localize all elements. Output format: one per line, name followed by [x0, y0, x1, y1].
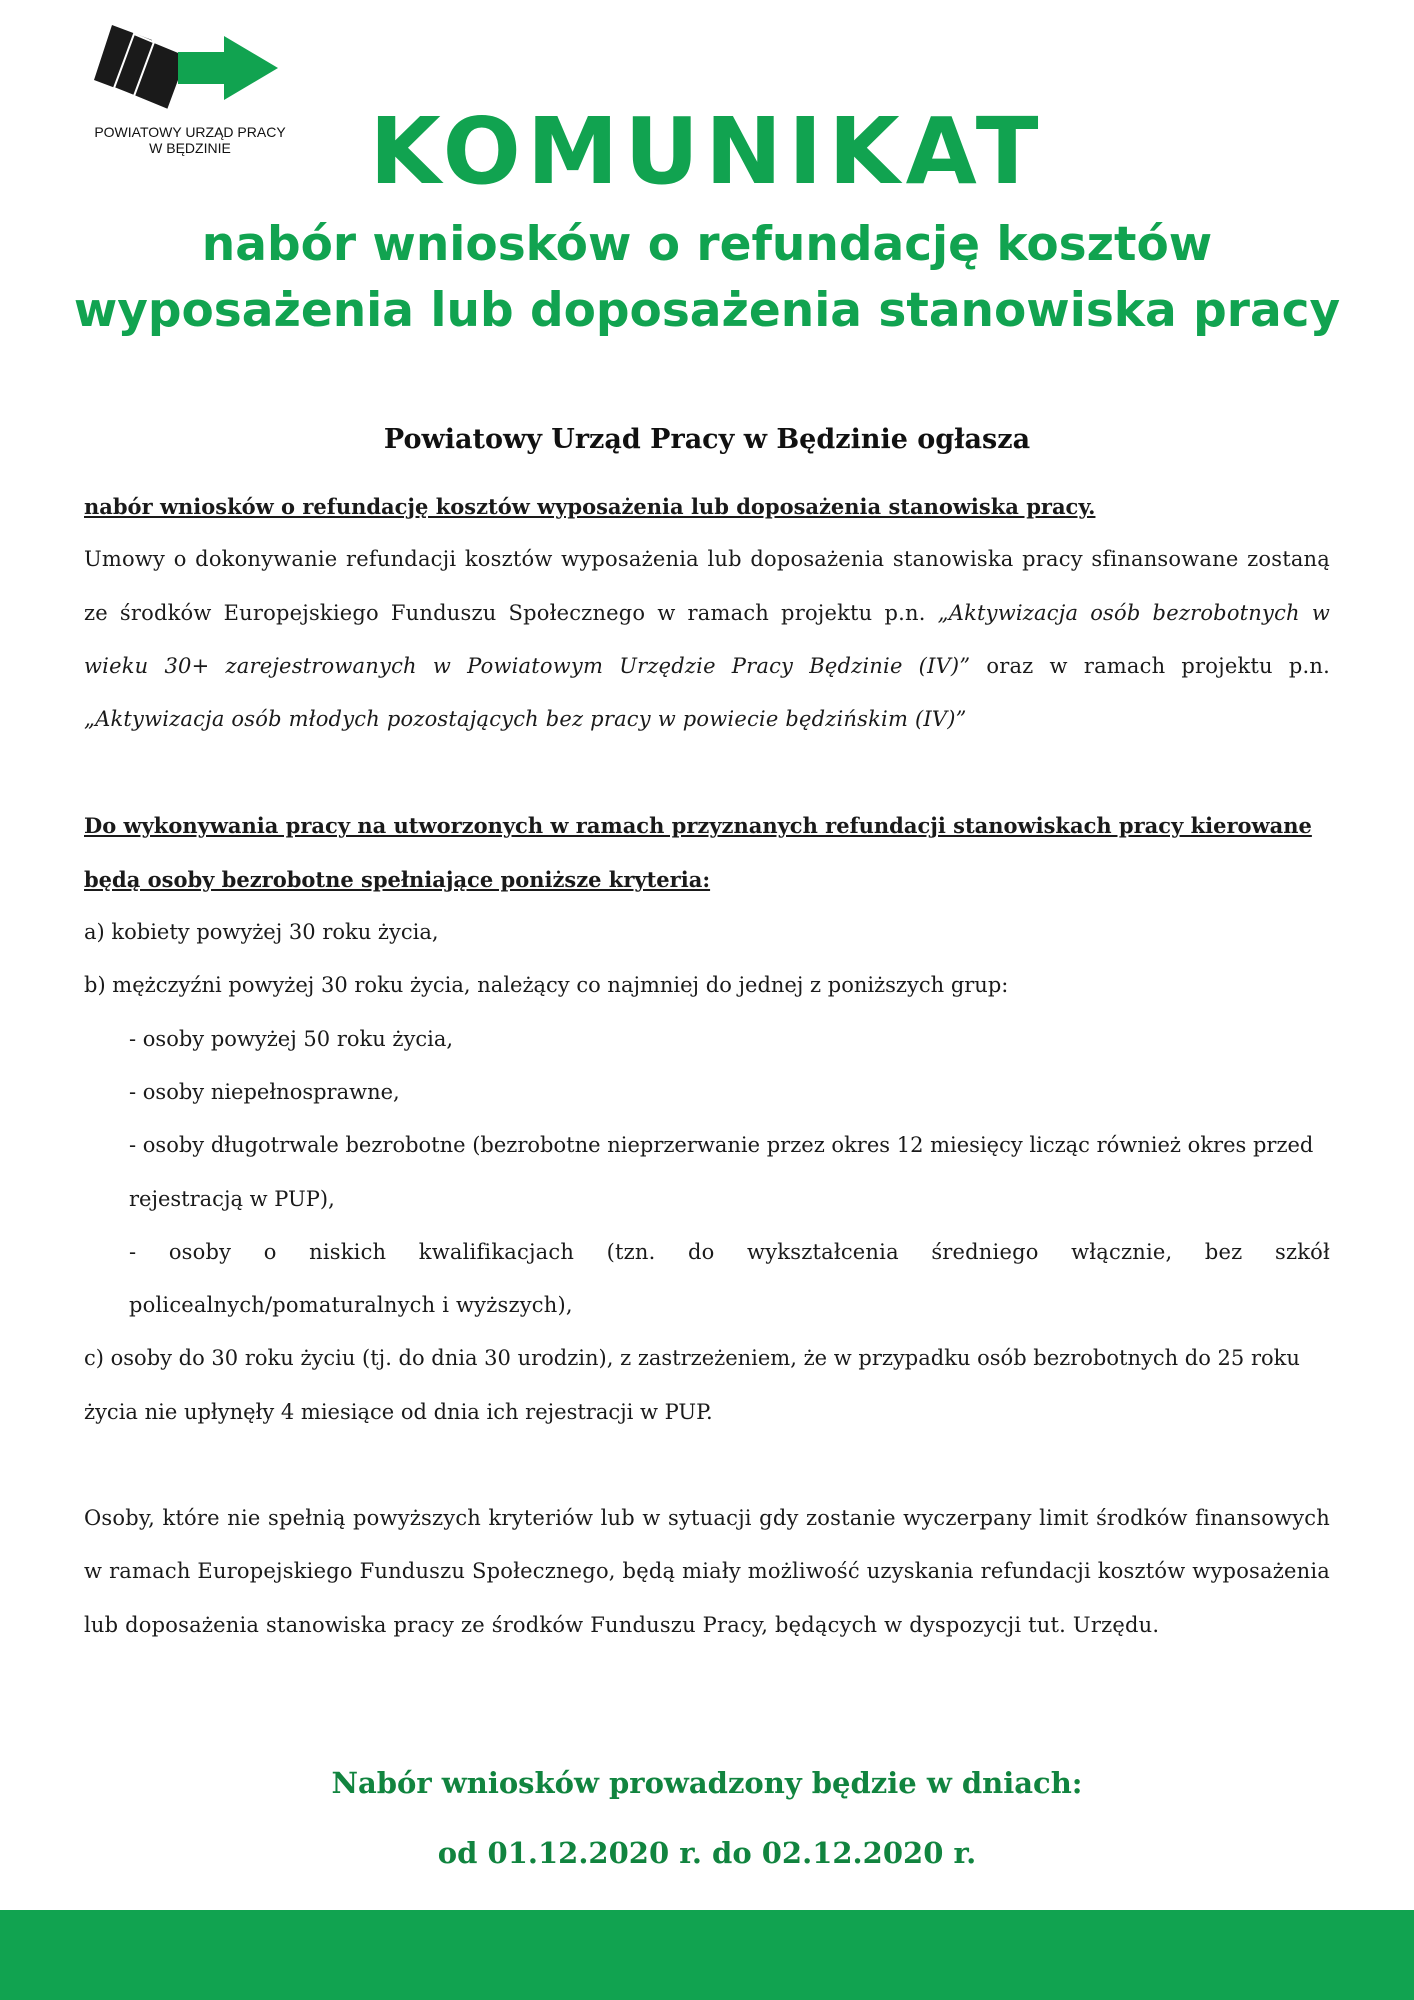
closing-paragraph: Osoby, które nie spełnią powyższych kryteriów lub w sytuacji gdy zostanie wyczerpany limit środków finansowych w ramach Europejskiego Funduszu Społecznego, będą miały możliwość uzyskania refundacji kosztów wyposażenia lub doposażenia stanowiska pracy ze środków Funduszu Pracy, będących w dyspozycji tut. Urzędu. [84, 1506, 1330, 1637]
nabor-dates: od 01.12.2020 r. do 02.12.2020 r. [437, 1836, 977, 1870]
intro-paragraph [84, 533, 1330, 746]
banner-subtitle [0, 212, 1414, 344]
project-2-name: „Aktywizacja osób młodych pozostających bez pracy w powiecie będzińskim (IV)” [84, 707, 967, 732]
nabor-label: Nabór wniosków prowadzony będzie w dniach: [331, 1766, 1083, 1800]
criteria-heading: Do wykonywania pracy na utworzonych w ramach przyznanych refundacji stanowiskach pracy kierowane będą osoby bezrobotne spełniające poniższe kryteria: [84, 813, 1312, 892]
criterion-b-item: - osoby niepełnosprawne, [129, 1079, 400, 1104]
document-body [84, 480, 1330, 1652]
footer-bar [0, 1910, 1414, 2000]
spacer [84, 746, 1330, 799]
spacer [84, 1439, 1330, 1492]
banner-subtitle-line-1: nabór wniosków o refundację kosztów [201, 217, 1213, 272]
intro-heading: nabór wniosków o refundację kosztów wyposażenia lub doposażenia stanowiska pracy. [84, 494, 1096, 519]
intro-text-1: Umowy o dokonywanie refundacji kosztów wyposażenia lub doposażenia stanowiska pracy sfinansowane zostaną ze środków Europejskiego Funduszu Społecznego w ramach projektu p.n. [84, 547, 1330, 625]
criterion-c: c) osoby do 30 roku życiu (tj. do dnia 30 urodzin), z zastrzeżeniem, że w przypadku osób bezrobotnych do 25 roku życia nie upłynęły 4 miesiące od dnia ich rejestracji w PUP. [84, 1346, 1300, 1424]
announcement-heading: Powiatowy Urząd Pracy w Będzinie ogłasza [383, 424, 1031, 455]
criterion-b-item: - osoby o niskich kwalifikacjach (tzn. do wykształcenia średniego włącznie, bez szkół policealnych/pomaturalnych i wyższych), [129, 1239, 1330, 1318]
project-1-name: „Aktywizacja osób bezrobotnych w wieku 30+ zarejestrowanych w Powiatowym Urzędzie Pracy Będzinie (IV)” [84, 600, 1330, 678]
banner-title: KOMUNIKAT [369, 98, 1045, 205]
criterion-b-item: - osoby długotrwale bezrobotne (bezrobotne nieprzerwanie przez okres 12 miesięcy licząc również okres przed rejestracją w PUP), [129, 1133, 1314, 1211]
criterion-b: b) mężczyźni powyżej 30 roku życia, należący co najmniej do jednej z poniższych grup: [84, 973, 1009, 998]
criterion-b-item: - osoby powyżej 50 roku życia, [129, 1026, 454, 1051]
intro-text-2: oraz w ramach projektu p.n. [970, 653, 1330, 678]
banner-subtitle-line-2: wyposażenia lub doposażenia stanowiska pracy [73, 283, 1341, 338]
criterion-a: a) kobiety powyżej 30 roku życia, [84, 920, 439, 945]
logo-line-2: W BĘDZINIE [149, 140, 231, 156]
logo-line-1: POWIATOWY URZĄD PRACY [94, 124, 286, 140]
